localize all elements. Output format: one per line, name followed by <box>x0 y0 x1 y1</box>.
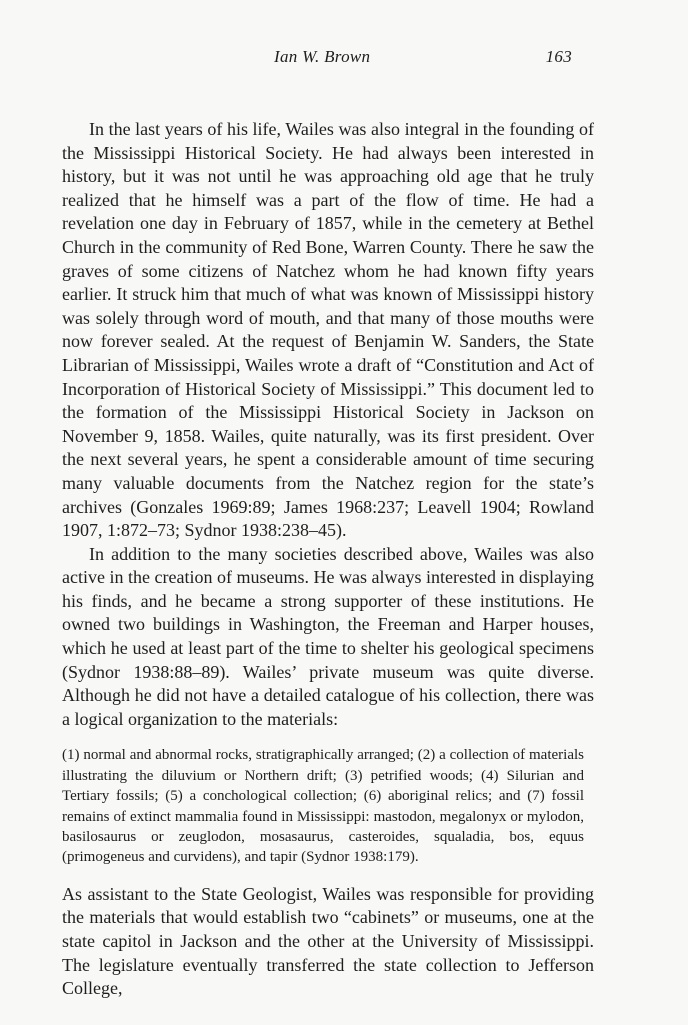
paragraph-museums: In addition to the many societies described above, Wailes was also active in the creation of museums. He was always interested in displaying his finds, and he became a strong supporter of these institutions. He owned two buildings in Washington, the Freeman and Harper houses, which he used at least part of the time to shelter his geological specimens (Sydnor 1938:88–89). Wailes’ private museum was quite diverse. Although he did not have a detailed catalogue of his collection, there was a logical organization to the materials: <box>62 543 594 729</box>
body-text <box>62 118 594 1001</box>
running-head-author: Ian W. Brown <box>274 47 371 66</box>
paragraph-state-geologist: As assistant to the State Geologist, Wailes was responsible for providing the materials that would establish two “cabinets” or museums, one at the state capitol in Jackson and the other at the University of Mississippi. The legislature eventually transferred the state collection to Jefferson College, <box>62 883 594 999</box>
paragraph-historical-society: In the last years of his life, Wailes was also integral in the founding of the Mississippi Historical Society. He had always been interested in history, but it was not until he was approaching old age that he truly realized that he himself was a part of the flow of time. He had a revelation one day in February of 1857, while in the cemetery at Bethel Church in the community of Red Bone, Warren County. There he saw the graves of some citizens of Natchez whom he had known fifty years earlier. It struck him that much of what was known of Mississippi history was solely through word of mouth, and that many of those mouths were now forever sealed. At the request of Benjamin W. Sanders, the State Librarian of Mississippi, Wailes wrote a draft of “Constitution and Act of Incorporation of Historical Society of Mississippi.” This document led to the formation of the Mississippi Historical Society in Jackson on November 9, 1858. Wailes, quite naturally, was its first president. Over the next several years, he spent a considerable amount of time securing many valuable documents from the Natchez region for the state’s archives (Gonzales 1969:89; James 1968:237; Leavell 1904; Rowland 1907, 1:872–73; Sydnor 1938:238–45). <box>62 119 594 541</box>
page-number: 163 <box>545 47 572 66</box>
block-quote-collection: (1) normal and abnormal rocks, stratigraphically arranged; (2) a collection of materials illustrating the diluvium or Northern drift; (3) petrified woods; (4) Silurian and Tertiary fossils; (5) a conchological collection; (6) aboriginal relics; and (7) fossil remains of extinct mammalia found in Mississippi: mastodon, megalonyx or mylodon, basilosaurus or zeuglodon, mosasaurus, casteroides, squaladia, bos, equus (primogeneus and curvidens), and tapir (Sydnor 1938:179). <box>62 747 584 866</box>
running-head <box>62 47 572 71</box>
